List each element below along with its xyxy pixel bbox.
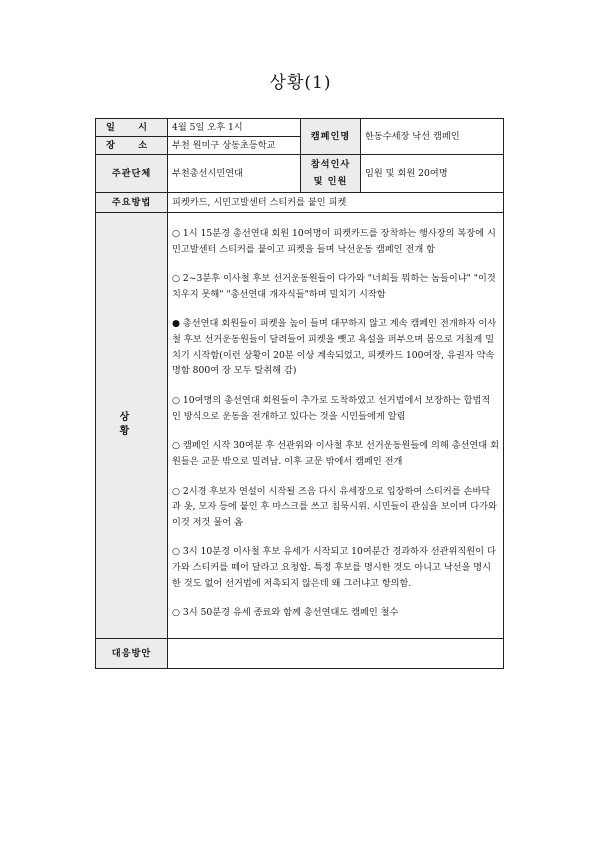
situation-paragraph: ● 총선연대 회원들이 피켓을 높이 들며 대꾸하지 않고 계속 캠페인 전개하자 이사철 후보 선거운동원들이 달려들어 피켓을 뺏고 욕설을 퍼부으며 몸으로 거칠게 밀치기 시작함(이런 상황이 20분 이상 계속되었고, 피켓카드 100여장, 유권자 약속 명함 800여 장 모두 탈취해 감) [172,318,497,377]
situation-paragraph: ○ 3시 10분경 이사철 후보 유세가 시작되고 10여분간 경과하자 선관위직원이 다가와 스티커를 떼어 달라고 요청함. 특정 후보를 명시한 것도 아니고 낙선을 명시한 것도 없어 선거법에 저촉되지 않은데 왜 그러냐고 항의함. [172,546,496,589]
response-label: 대응방안 [96,638,168,668]
situation-label [96,212,168,638]
situation-paragraph: ○ 2시경 후보자 연설이 시작될 즈음 다시 유세장으로 입장하여 스티커를 손바닥과 옷, 모자 등에 붙인 후 마스크를 쓰고 침묵시위. 시민들이 관심을 보이며 다가와 이것 저것 물어 옴 [172,485,497,528]
attendee-label [301,155,361,193]
place-label: 장 소 [96,137,168,155]
situation-paragraph: ○ 2~3분후 이사철 후보 선거운동원들이 다가와 "너희들 뭐하는 놈들이냐" "이것 치우지 못해" "총선연대 개자식들"하며 밀치기 시작함 [172,273,496,300]
campaign-value: 한동수세장 낙선 캠페인 [361,119,504,155]
attendee-label-line-2: 및 인원 [313,176,348,188]
place-value: 부천 원미구 상동초등학교 [168,137,301,155]
situation-body [168,212,504,638]
situation-label-text: 상 황 [119,411,144,438]
org-value: 부천총선시민연대 [168,155,301,193]
situation-paragraph: ○ 3시 50분경 유세 종료와 함께 총선연대도 캠페인 철수 [172,607,399,619]
attendee-value: 임원 및 회원 20여명 [361,155,504,193]
method-value: 피켓카드, 시민고발센터 스티커를 붙인 피켓 [168,192,504,212]
date-value: 4월 5일 오후 1시 [168,119,301,137]
date-label: 일 시 [96,119,168,137]
situation-paragraph: ○ 캠페인 시작 30여분 후 선관위와 이사철 후보 선거운동원들에 의해 총선연대 회원들은 교문 밖으로 밀려남. 이후 교문 밖에서 캠페인 전개 [172,440,499,467]
page-title: 상황(1) [269,73,332,93]
situation-paragraph: ○ 10여명의 총선연대 회원들이 추가로 도착하였고 선거법에서 보장하는 합법적인 방식으로 운동을 전개하고 있다는 것을 시민들에게 알림 [172,395,491,422]
campaign-label: 캠페인명 [301,119,361,155]
response-value [168,638,504,668]
situation-paragraph: ○ 1시 15분경 총선연대 회원 10여명이 피켓카드를 장착하는 행사장의 복장에 시민고발센터 스티커를 붙이고 피켓을 들며 낙선운동 캠페인 전개 함 [172,227,496,255]
org-label: 주관단체 [96,155,168,193]
situation-report-table [95,118,504,669]
attendee-label-line-1: 참석인사 [310,159,351,170]
method-label: 주요방법 [96,192,168,212]
